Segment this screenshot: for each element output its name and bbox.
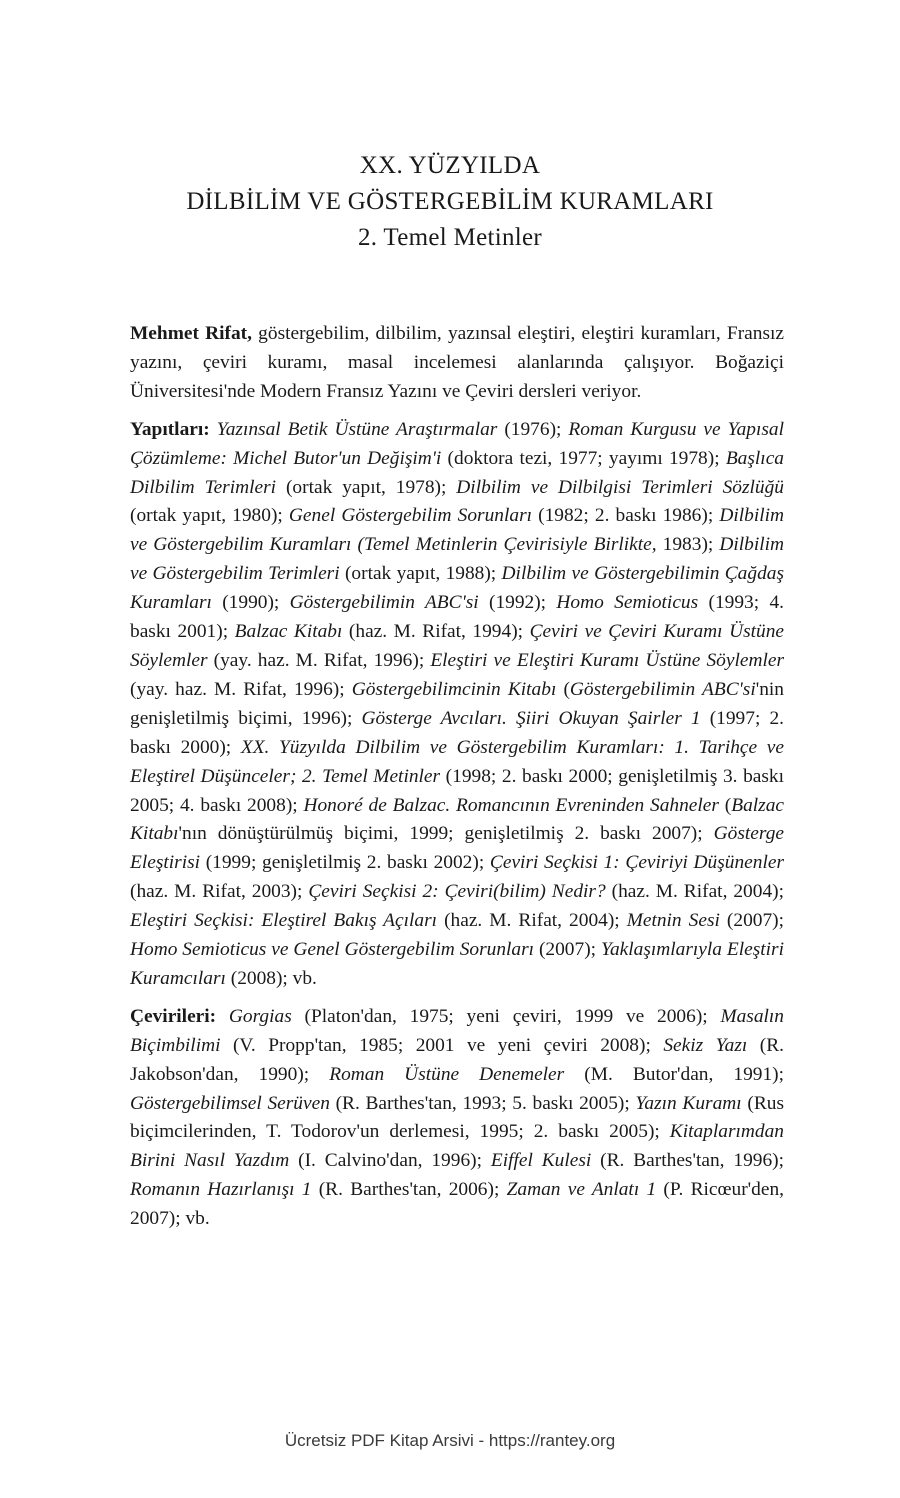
book-title: Honoré de Balzac. Romancının Evreninden Sahneler	[303, 794, 719, 816]
citation-text: (1998; 2. baskı 2000; genişletilmiş 3. baskı 2005; 4. baskı 2008);	[130, 765, 784, 816]
citation-text: (I. Calvino'dan, 1996);	[289, 1150, 491, 1172]
citation-text: (M. Butor'dan, 1991);	[564, 1063, 784, 1085]
citation-text: (V. Propp'tan, 1985; 2001 ve yeni çeviri 2008);	[220, 1034, 664, 1056]
citation-text: (R. Barthes'tan, 1993; 5. baskı 2005);	[329, 1092, 636, 1114]
citation-text: 'nin genişletilmiş biçimi, 1996);	[130, 678, 784, 729]
citation-text: (1990);	[211, 592, 290, 614]
translations-label: Çevirileri:	[130, 1005, 217, 1027]
citation-text: (R. Jakobson'dan, 1990);	[130, 1034, 784, 1085]
citation-text: (Platon'dan, 1975; yeni çeviri, 1999 ve 2006);	[291, 1005, 721, 1027]
book-title: Romanın Hazırlanışı 1	[130, 1179, 312, 1201]
citation-text: (haz. M. Rifat, 2004);	[437, 910, 627, 932]
book-title: Metnin Sesi	[626, 910, 720, 932]
citation-text: (doktora tezi, 1977; yayımı 1978);	[441, 447, 726, 469]
title-line-2: DİLBİLİM VE GÖSTERGEBİLİM KURAMLARI	[186, 188, 714, 215]
book-title: Çeviri Seçkisi 1: Çeviriyi Düşünenler	[489, 852, 784, 874]
book-title: Göstergebilimin ABC'si	[569, 678, 756, 700]
author-bio	[130, 320, 784, 407]
citation-text: (R. Barthes'tan, 1996);	[591, 1150, 784, 1172]
translations-list	[130, 1003, 784, 1234]
citation-text	[210, 419, 217, 440]
book-title: Eleştiri ve Eleştiri Kuramı Üstüne Söylemler	[430, 649, 784, 671]
citation-text: (Rus biçimcilerinden, T. Todorov'un derlemesi, 1995; 2. baskı 2005);	[130, 1092, 784, 1143]
book-title: Göstergebilimin ABC'si	[289, 592, 479, 614]
book-title: Göstergebilimsel Serüven	[130, 1092, 330, 1114]
citation-text: (	[556, 678, 570, 700]
works-label: Yapıtları:	[130, 418, 210, 440]
citation-text: (1993; 4. baskı 2001);	[130, 592, 785, 643]
book-title: Eiffel Kulesi	[490, 1150, 592, 1172]
book-title: XX. Yüzyılda Dilbilim ve Göstergebilim Kuramları: 1. Tarihçe ve Eleştirel Düşünceler; 2. Temel Metinler	[130, 736, 784, 787]
book-title: Yaklaşımlarıyla Eleştiri Kuramcıları	[130, 939, 784, 989]
book-title: Homo Semioticus	[556, 592, 699, 614]
citation-text: (	[718, 794, 732, 816]
title-line-1: XX. YÜZYILDA	[359, 152, 541, 179]
citation-text: (haz. M. Rifat, 2004);	[605, 881, 784, 903]
book-title: Gösterge Avcıları. Şiiri Okuyan Şairler 1	[361, 707, 701, 729]
author-bio-text: göstergebilim, dilbilim, yazınsal eleştiri, eleştiri kuramları, Fransız yazını, çeviri kuramı, masal incelemesi alanlarında çalışıyor. Boğaziçi Üniversitesi'nde Modern Fransız Yazını ve Çeviri dersleri veriyor.	[130, 323, 784, 402]
book-title: Çeviri ve Çeviri Kuramı Üstüne Söylemler	[130, 621, 785, 671]
book-title: Roman Kurgusu ve Yapısal Çözümleme: Michel Butor'un Değişim'i	[130, 418, 785, 469]
citation-text: (R. Barthes'tan, 2006);	[311, 1179, 507, 1201]
works-body	[130, 419, 784, 989]
book-title: Balzac Kitabı	[234, 621, 343, 643]
book-title: Dilbilim ve Dilbilgisi Terimleri Sözlüğü	[456, 476, 784, 498]
citation-text: (ortak yapıt, 1978);	[276, 476, 457, 498]
citation-text: (1999; genişletilmiş 2. baskı 2002);	[200, 852, 490, 874]
citation-text: (haz. M. Rifat, 2003);	[130, 881, 309, 903]
book-title: Zaman ve Anlatı 1	[506, 1179, 657, 1201]
citation-text: (yay. haz. M. Rifat, 1996);	[130, 678, 352, 700]
book-title: Genel Göstergebilim Sorunları	[288, 505, 533, 527]
book-title: Homo Semioticus ve Genel Göstergebilim Sorunları	[130, 939, 535, 961]
book-title: Sekiz Yazı	[663, 1034, 748, 1056]
author-info	[130, 320, 784, 1243]
translations-body	[130, 1006, 784, 1229]
citation-text: (1997; 2. baskı 2000);	[130, 707, 784, 758]
citation-text: (1976);	[497, 418, 569, 440]
citation-text: (2007);	[534, 939, 601, 961]
citation-text	[216, 1006, 229, 1027]
book-title: Roman Üstüne Denemeler	[329, 1063, 565, 1085]
book-title: Başlıca Dilbilim Terimleri	[130, 447, 784, 498]
book-title: Dilbilim ve Göstergebilim Kuramları (Temel Metinlerin Çevirisiyle Birlikte,	[130, 505, 784, 556]
book-title: Dilbilim ve Göstergebilimin Çağdaş Kuramları	[130, 563, 785, 614]
author-name: Mehmet Rifat,	[130, 323, 252, 344]
citation-text: 'nın dönüştürülmüş biçimi, 1999; genişletilmiş 2. baskı 2007);	[178, 823, 714, 845]
citation-text: (yay. haz. M. Rifat, 1996);	[207, 649, 431, 671]
citation-text: (ortak yapıt, 1988);	[339, 563, 502, 585]
book-title: Kitaplarımdan Birini Nasıl Yazdım	[130, 1121, 784, 1172]
footer-watermark: Ücretsiz PDF Kitap Arsivi - https://rantey.org	[284, 1431, 616, 1450]
citation-text: (2008); vb.	[225, 967, 317, 989]
citation-text: 1983);	[656, 534, 720, 556]
book-title: Gorgias	[228, 1005, 292, 1027]
citation-text: (P. Ricœur'den, 2007); vb.	[130, 1179, 785, 1230]
book-title: Gösterge Eleştirisi	[130, 823, 784, 874]
citation-text: (1982; 2. baskı 1986);	[532, 505, 720, 527]
book-title: Yazınsal Betik Üstüne Araştırmalar	[216, 418, 498, 440]
citation-text: (haz. M. Rifat, 1994);	[342, 621, 530, 643]
book-title: Çeviri Seçkisi 2: Çeviri(bilim) Nedir?	[308, 881, 606, 903]
citation-text: (1992);	[478, 592, 557, 614]
book-title: Yazın Kuramı	[635, 1092, 742, 1114]
citation-text: (2007);	[719, 910, 784, 932]
book-title: Masalın Biçimbilimi	[130, 1005, 784, 1056]
page-title	[0, 148, 900, 256]
citation-text: (ortak yapıt, 1980);	[130, 505, 289, 527]
book-title: Eleştiri Seçkisi: Eleştirel Bakış Açıları	[130, 910, 438, 932]
title-line-3: 2. Temel Metinler	[357, 224, 543, 251]
works-list	[130, 416, 784, 994]
book-title: Balzac Kitabı	[130, 794, 784, 845]
book-title: Dilbilim ve Göstergebilim Terimleri	[130, 534, 784, 585]
book-title: Göstergebilimcinin Kitabı	[351, 678, 557, 700]
